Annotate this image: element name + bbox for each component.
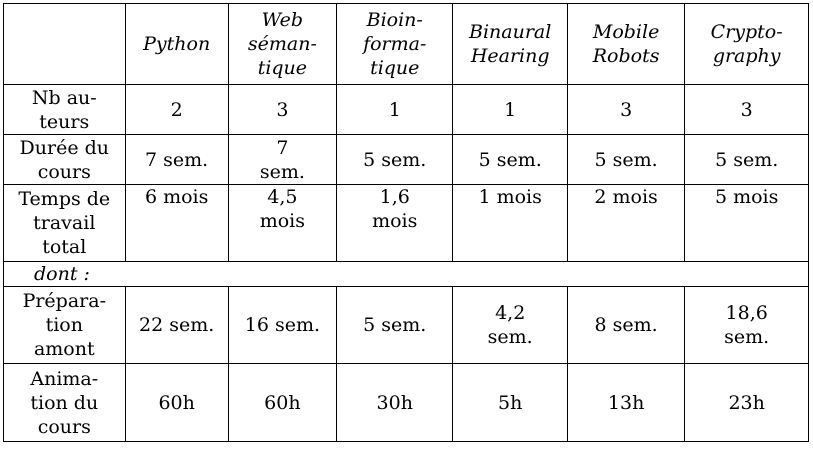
row-label-animation: Anima- tion du cours — [4, 364, 126, 442]
cell: 8 sem. — [567, 287, 684, 364]
row-label-nb-auteurs: Nb au- teurs — [4, 85, 126, 135]
cell: 16 sem. — [228, 287, 336, 364]
row-temps-travail — [4, 185, 809, 262]
row-duree-cours — [4, 135, 809, 185]
cell: 5 sem. — [453, 135, 567, 185]
cell: 1 — [337, 85, 453, 135]
cell: 3 — [228, 85, 336, 135]
cell: 2 mois — [567, 185, 684, 262]
row-dont — [4, 262, 809, 287]
dont-label: dont : — [4, 262, 809, 287]
cell: 23h — [685, 364, 809, 442]
cell: 30h — [337, 364, 453, 442]
cell: 3 — [567, 85, 684, 135]
cell: 7 sem. — [125, 135, 228, 185]
header-bioinformatique: Bioin- forma- tique — [337, 4, 453, 85]
cell: 6 mois — [125, 185, 228, 262]
cell: 5 mois — [685, 185, 809, 262]
row-preparation — [4, 287, 809, 364]
cell: 5 sem. — [337, 287, 453, 364]
header-web-semantique: Web séman- tique — [228, 4, 336, 85]
cell: 1 mois — [453, 185, 567, 262]
header-binaural-hearing: Binaural Hearing — [453, 4, 567, 85]
cell: 1 — [453, 85, 567, 135]
cell: 7 sem. — [228, 135, 336, 185]
row-label-duree-cours: Durée du cours — [4, 135, 126, 185]
cell: 3 — [685, 85, 809, 135]
comparison-table — [3, 3, 809, 442]
row-nb-auteurs — [4, 85, 809, 135]
cell: 5 sem. — [685, 135, 809, 185]
header-row — [4, 4, 809, 85]
header-cryptography: Crypto- graphy — [685, 4, 809, 85]
header-python: Python — [125, 4, 228, 85]
row-animation — [4, 364, 809, 442]
cell: 4,5 mois — [228, 185, 336, 262]
cell: 1,6 mois — [337, 185, 453, 262]
cell: 22 sem. — [125, 287, 228, 364]
cell: 2 — [125, 85, 228, 135]
cell: 13h — [567, 364, 684, 442]
row-label-temps-travail: Temps de travail total — [4, 185, 126, 262]
cell: 5 sem. — [567, 135, 684, 185]
header-mobile-robots: Mobile Robots — [567, 4, 684, 85]
cell: 18,6 sem. — [685, 287, 809, 364]
row-label-preparation: Prépara- tion amont — [4, 287, 126, 364]
cell: 60h — [125, 364, 228, 442]
cell: 5 sem. — [337, 135, 453, 185]
corner-cell — [4, 4, 126, 85]
cell: 4,2 sem. — [453, 287, 567, 364]
cell: 60h — [228, 364, 336, 442]
cell: 5h — [453, 364, 567, 442]
